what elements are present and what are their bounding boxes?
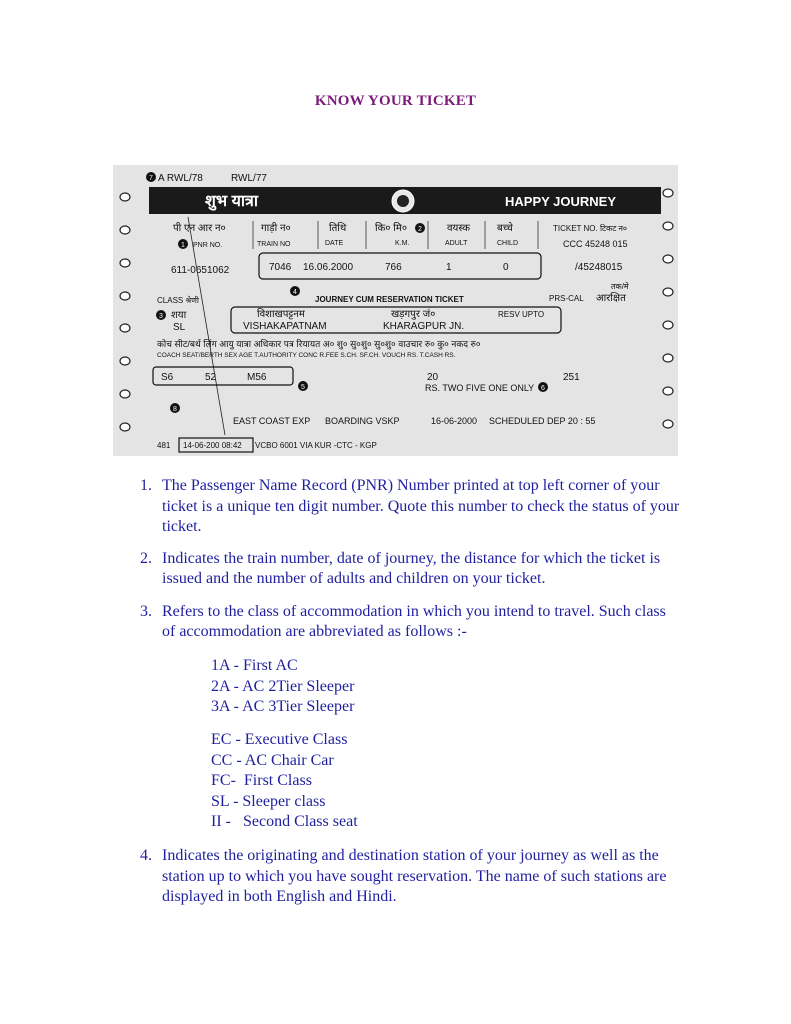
svg-text:2: 2 — [418, 226, 422, 233]
perforation-left — [120, 193, 130, 431]
svg-text:TICKET NO. टिकट न०: TICKET NO. टिकट न० — [553, 224, 628, 233]
class-item: SL - Sleeper class — [211, 792, 326, 810]
ticket-image — [113, 165, 678, 456]
svg-text:KHARAGPUR JN.: KHARAGPUR JN. — [383, 321, 465, 332]
svg-text:/45248015: /45248015 — [575, 262, 623, 273]
explanation-list — [140, 476, 680, 643]
svg-text:विशाखपट्टनम: विशाखपट्टनम — [257, 309, 305, 320]
svg-text:K.M.: K.M. — [395, 240, 410, 247]
svg-text:CCC 45248 015: CCC 45248 015 — [563, 239, 628, 249]
svg-text:VISHAKAPATNAM: VISHAKAPATNAM — [243, 321, 327, 332]
perforation-right — [663, 189, 673, 428]
svg-text:तक/मे: तक/मे — [611, 282, 629, 291]
class-item: 2A - AC 2Tier Sleeper — [211, 677, 355, 695]
class-list-ac — [211, 656, 354, 718]
waitlist-b: RWL/77 — [231, 173, 267, 184]
svg-text:RESV UPTO: RESV UPTO — [498, 310, 545, 319]
list-item-4: 4. Indicates the originating and destination station of your journey as well as the station up to which you have sought reservation. The name of such stations are displayed in both English and Hindi. — [140, 847, 667, 905]
svg-text:पी एन आर न०: पी एन आर न० — [173, 223, 226, 234]
svg-text:7: 7 — [149, 175, 153, 182]
waitlist-a: A RWL/78 — [158, 173, 203, 184]
svg-text:CHILD: CHILD — [497, 240, 519, 247]
class-item: FC- First Class — [211, 772, 312, 789]
svg-text:0: 0 — [503, 262, 509, 273]
svg-text:4: 4 — [293, 289, 297, 296]
svg-text:JOURNEY CUM RESERVATION TICKE: JOURNEY CUM RESERVATION TICKET — [315, 295, 464, 304]
svg-text:DATE: DATE — [325, 240, 344, 247]
class-item: 3A - AC 3Tier Sleeper — [211, 698, 355, 715]
explanation-list-cont — [140, 846, 680, 908]
list-item-1: 1. The Passenger Name Record (PNR) Number printed at top left corner of your ticket is a unique ten digit number. Quote this number to check the status of your ticket. — [140, 477, 680, 535]
svg-text:1: 1 — [181, 242, 185, 249]
class-item: II - Second Class seat — [211, 813, 358, 830]
svg-text:14-06-200 08:42: 14-06-200 08:42 — [183, 441, 242, 450]
svg-text:8: 8 — [173, 406, 177, 413]
svg-text:1: 1 — [446, 262, 452, 273]
svg-text:CLASS श्रेणी: CLASS श्रेणी — [157, 296, 199, 305]
page-title: KNOW YOUR TICKET — [314, 93, 477, 109]
svg-text:5: 5 — [301, 384, 305, 391]
svg-text:बच्चे: बच्चे — [497, 223, 513, 234]
svg-text:PNR NO.: PNR NO. — [193, 242, 223, 249]
svg-text:खड़गपुर जं०: खड़गपुर जं० — [391, 309, 436, 320]
svg-text:7046: 7046 — [269, 262, 292, 273]
class-item: CC - AC Chair Car — [211, 751, 334, 769]
class-item: EC - Executive Class — [211, 731, 348, 748]
svg-text:SCHEDULED DEP 20 : 55: SCHEDULED DEP 20 : 55 — [489, 416, 596, 426]
svg-text:PRS-CAL: PRS-CAL — [549, 294, 584, 303]
svg-text:कि० मि०: कि० मि० — [375, 223, 408, 234]
svg-text:ADULT: ADULT — [445, 240, 468, 247]
list-item-3: 3. Refers to the class of accommodation in which you intend to travel. Such class of accommodation are abbreviated as follows :- — [140, 602, 666, 640]
svg-text:766: 766 — [385, 262, 402, 273]
header-hindi: शुभ यात्रा — [205, 193, 258, 210]
class-list-other — [211, 730, 358, 833]
columns-english: COACH SEAT/BERTH SEX AGE T.AUTHORITY CONC R.FEE S.CH. SF.CH. VOUCH RS. T.CASH RS. — [157, 352, 456, 359]
svg-text:16.06.2000: 16.06.2000 — [303, 262, 354, 273]
class-item: 1A - First AC — [211, 657, 298, 674]
svg-text:6: 6 — [541, 385, 545, 392]
svg-text:तिथि: तिथि — [329, 223, 347, 234]
svg-text:481: 481 — [157, 441, 171, 450]
svg-text:RS. TWO FIVE ONE ONLY: RS. TWO FIVE ONE ONLY — [425, 383, 535, 393]
svg-text:SL: SL — [173, 322, 186, 333]
svg-text:आरक्षित: आरक्षित — [596, 293, 626, 304]
svg-text:M56: M56 — [247, 372, 267, 383]
svg-text:16-06-2000: 16-06-2000 — [431, 416, 478, 426]
svg-text:गाड़ी न०: गाड़ी न० — [261, 223, 291, 234]
header-english: HAPPY JOURNEY — [505, 194, 617, 209]
list-item-2: 2. Indicates the train number, date of journey, the distance for which the ticket is issued and the number of adults and children on your ticket. — [140, 549, 661, 587]
svg-text:251: 251 — [563, 372, 580, 383]
svg-text:S6: S6 — [161, 372, 174, 383]
svg-text:TRAIN NO: TRAIN NO — [257, 241, 291, 248]
svg-text:VCBO 6001 VIA KUR -CTC - KG: VCBO 6001 VIA KUR -CTC - KGP — [255, 441, 377, 450]
svg-text:शया: शया — [171, 310, 187, 321]
svg-text:20: 20 — [427, 372, 439, 383]
svg-text:वयस्क: वयस्क — [447, 223, 470, 234]
svg-text:3: 3 — [159, 313, 163, 320]
svg-text:EAST COAST EXP: EAST COAST EXP — [233, 416, 311, 426]
pnr-value: 611-0651062 — [171, 265, 230, 276]
svg-text:BOARDING VSKP: BOARDING VSKP — [325, 416, 400, 426]
svg-text:52: 52 — [205, 372, 217, 383]
columns-hindi: कोच सीट/बर्थ लिंग आयु यात्रा अधिकार पत्र रियायत अ० शु० सु०शु० सु०शु० वाउचार रु० कु० नकद रु० — [157, 339, 481, 349]
